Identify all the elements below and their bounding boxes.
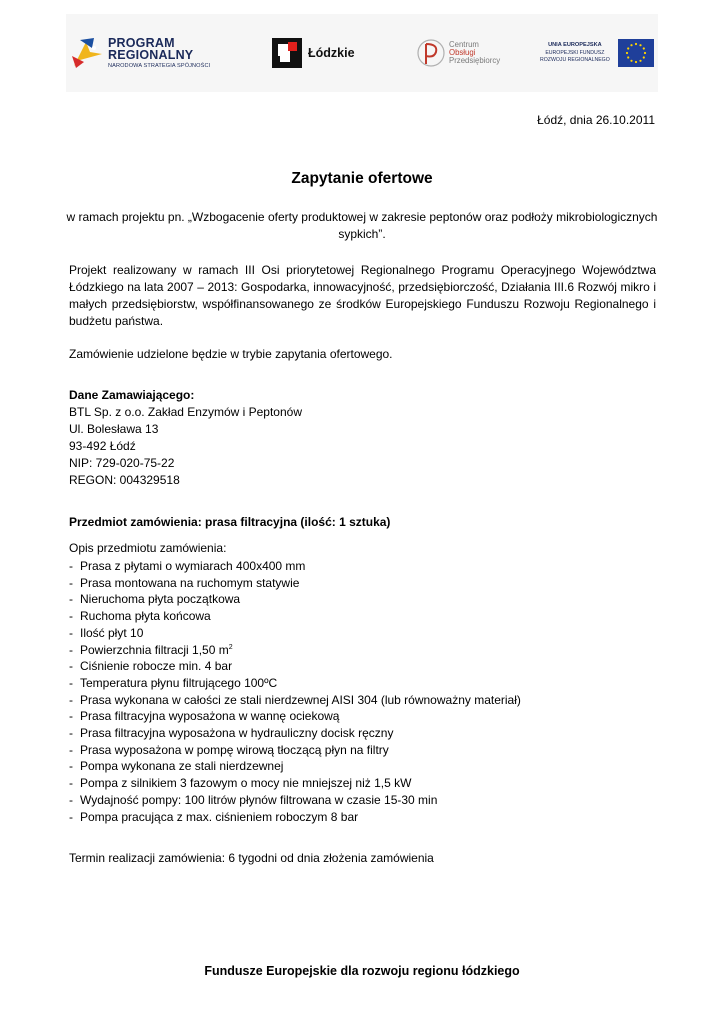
list-item: - Ilość płyt 10	[69, 625, 144, 640]
program-regionalny-logo	[70, 14, 210, 92]
ue-line1: UNIA EUROPEJSKA	[548, 42, 602, 49]
program-subtitle: NARODOWA STRATEGIA SPÓJNOŚCI	[108, 62, 211, 69]
document-date: Łódź, dnia 26.10.2011	[537, 113, 655, 127]
list-item: - Prasa wyposażona w pompę wirową tłoczącą płyn na filtry	[69, 742, 389, 757]
deadline: Termin realizacji zamówienia: 6 tygodni od dnia złożenia zamówienia	[69, 851, 434, 865]
list-item: - Wydajność pompy: 100 litrów płynów filtrowana w czasie 15-30 min	[69, 792, 438, 807]
program-line2: REGIONALNY	[108, 48, 194, 63]
order-subject: Przedmiot zamówienia: prasa filtracyjna (ilość: 1 sztuka)	[69, 515, 391, 529]
list-item: - Pompa z silnikiem 3 fazowym o mocy nie mniejszej niż 1,5 kW	[69, 776, 412, 791]
cob-line1: Centrum	[449, 39, 479, 49]
ordering-party-name: BTL Sp. z o.o. Zakład Enzymów i Peptonów	[69, 405, 302, 419]
ordering-party-heading: Dane Zamawiającego:	[69, 388, 195, 402]
lodzkie-label: Łódzkie	[308, 46, 355, 60]
footer-slogan: Fundusze Europejskie dla rozwoju regionu łódzkiego	[204, 964, 520, 978]
ordering-party-street: Ul. Bolesława 13	[69, 422, 159, 436]
list-item: - Pompa pracująca z max. ciśnieniem roboczym 8 bar	[69, 809, 359, 824]
list-item: - Prasa z płytami o wymiarach 400x400 mm	[69, 559, 306, 573]
ue-line3: ROZWOJU REGIONALNEGO	[540, 56, 610, 63]
ordering-party-nip: NIP: 729-020-75-22	[69, 456, 175, 470]
cob-circle-icon	[416, 36, 446, 70]
program-line1: PROGRAM	[108, 35, 175, 50]
ordering-party-regon: REGON: 004329518	[69, 473, 180, 487]
cob-line2: Obsługi	[449, 47, 476, 57]
ue-line2: EUROPEJSKI FUNDUSZ	[545, 49, 605, 56]
list-item: - Nieruchoma płyta początkowa	[69, 592, 241, 607]
project-intro: w ramach projektu pn. „Wzbogacenie oferty produktowej w zakresie peptonów oraz podłoży mikrobiologicznych sypkich”.	[66, 210, 658, 241]
eu-logo	[540, 14, 654, 92]
list-item: - Prasa wykonana w całości ze stali nierdzewnej AISI 304 (lub równoważny materiał)	[69, 692, 521, 707]
specification-list	[69, 558, 521, 825]
list-item: - Ruchoma płyta końcowa	[69, 609, 211, 624]
list-item: - Temperatura płynu filtrującego 100ºC	[69, 675, 278, 690]
list-item: - Powierzchnia filtracji 1,50 $m^2$	[69, 642, 233, 657]
area-superscript: 2	[228, 643, 233, 651]
list-item: - Ciśnienie robocze min. 4 bar	[69, 659, 233, 674]
cob-logo	[416, 14, 500, 92]
description-heading: Opis przedmiotu zamówienia:	[69, 541, 227, 555]
ordering-party-city: 93-492 Łódź	[69, 439, 136, 453]
list-item: - Prasa montowana na ruchomym statywie	[69, 575, 300, 590]
cob-line3: Przedsiębiorcy	[449, 56, 501, 66]
lodzkie-logo	[272, 14, 355, 92]
list-item: - Prasa filtracyjna wyposażona w wannę ociekową	[69, 709, 340, 724]
header-logos	[66, 14, 658, 92]
lodzkie-emblem-icon	[272, 38, 302, 68]
list-item: - Pompa wykonana ze stali nierdzewnej	[69, 759, 284, 774]
list-item: - Prasa filtracyjna wyposażona w hydrauliczny docisk ręczny	[69, 726, 394, 741]
project-description: Projekt realizowany w ramach III Osi priorytetowej Regionalnego Programu Operacyjnego Województwa Łódzkiego na lata 2007 – 2013: Gospodarka, innowacyjność, przedsiębiorczość, Działania III.6 Rozwój mikro i małych przedsiębiorstw, współfinansowanego ze środków Europejskiego Funduszu Rozwoju Regionalnego i budżetu państwa.	[69, 263, 656, 328]
document-title: Zapytanie ofertowe	[291, 170, 433, 187]
eu-flag-icon	[618, 39, 654, 67]
order-mode: Zamówienie udzielone będzie w trybie zapytania ofertowego.	[69, 347, 393, 361]
program-regionalny-star-icon	[70, 36, 104, 70]
